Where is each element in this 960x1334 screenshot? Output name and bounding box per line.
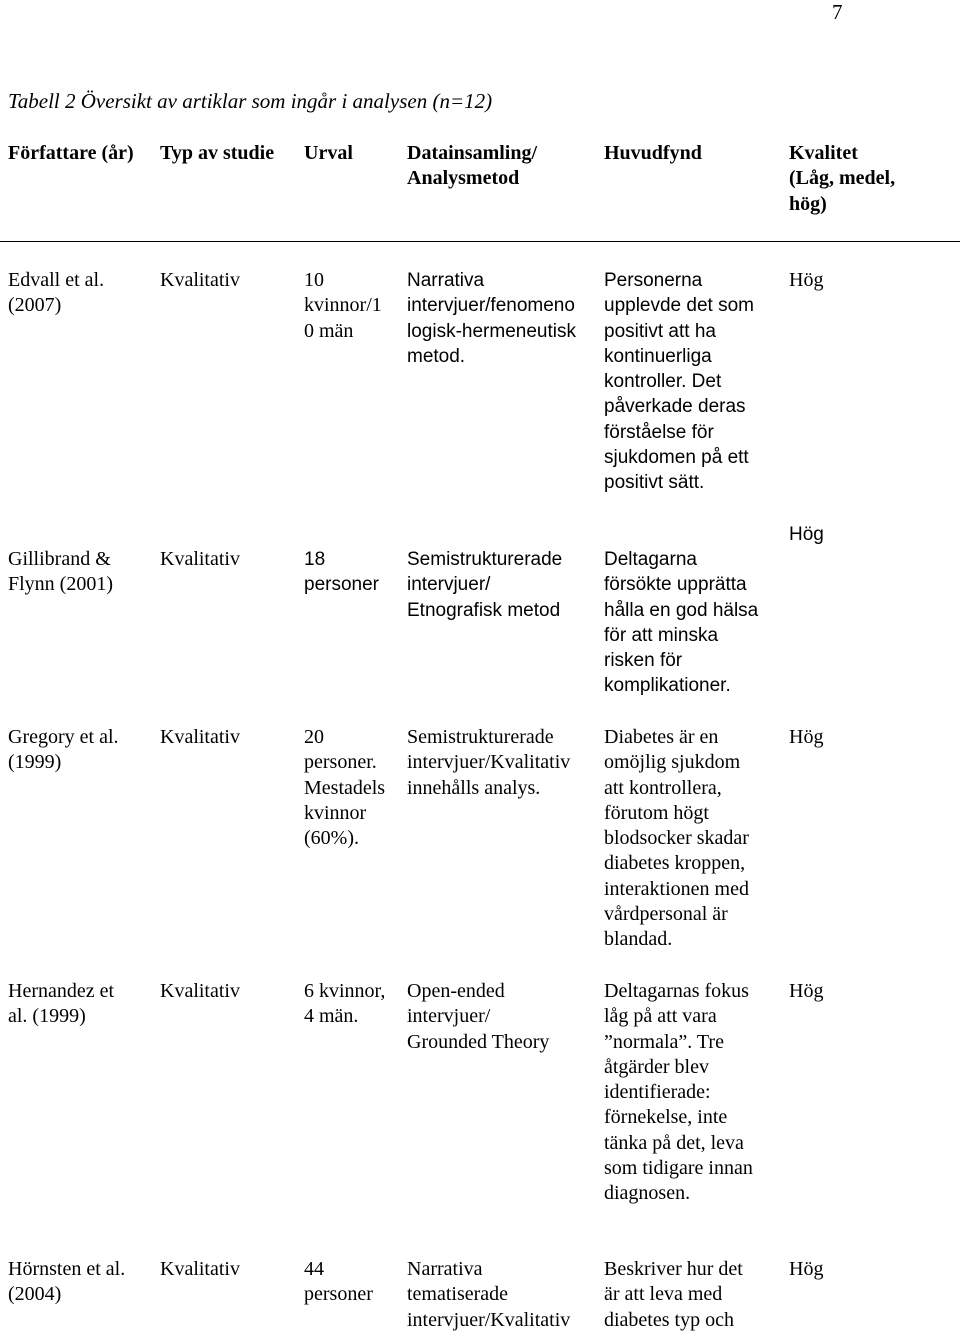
row-1-method: Semistrukturerade intervjuer/ Etnografisk metod: [407, 549, 563, 621]
row-4-type: Kvalitativ: [160, 1258, 240, 1280]
row-3-quality: Hög: [789, 980, 824, 1002]
row-4-quality: Hög: [789, 1258, 824, 1280]
row-3-sample: 6 kvinnor, 4 män.: [304, 980, 386, 1028]
page-number: 7: [832, 0, 843, 24]
row-2-method: Semistrukturerade intervjuer/Kvalitativ innehålls analys.: [407, 726, 571, 799]
table-caption: Tabell 2 Översikt av artiklar som ingår i analysen (n=12): [8, 89, 493, 113]
row-0-author: Edvall et al. (2007): [8, 269, 105, 317]
row-0-type: Kvalitativ: [160, 269, 240, 291]
row-0-sample: 10 kvinnor/1 0 män: [304, 269, 382, 342]
header-rule: [0, 241, 960, 242]
row-3-finding: Deltagarnas fokus låg på att vara ”normala”. Tre åtgärder blev identifierade: förnekelse, inte tänka på det, leva som tidigare innan diagnosen.: [604, 980, 753, 1205]
row-4-finding: Beskriver hur det är att leva med diabetes typ och: [604, 1258, 743, 1331]
header-finding: Huvudfynd: [604, 142, 702, 164]
row-2-sample: 20 personer. Mestadels kvinnor (60%).: [304, 726, 386, 850]
header-author: Författare (år): [8, 142, 134, 164]
row-3-author: Hernandez et al. (1999): [8, 980, 115, 1028]
header-sample: Urval: [304, 142, 353, 164]
row-0-finding: Personerna upplevde det som positivt att ha kontinuerliga kontroller. Det påverkade deras förståelse för sjukdomen på ett positivt sätt.: [604, 270, 754, 494]
header-quality: Kvalitet (Låg, medel, hög): [789, 142, 896, 215]
row-1-sample: 18 personer: [304, 549, 379, 596]
row-2-type: Kvalitativ: [160, 726, 240, 748]
header-type: Typ av studie: [160, 142, 275, 164]
row-0-method: Narrativa intervjuer/fenomeno logisk-hermeneutisk metod.: [407, 270, 576, 367]
row-2-author: Gregory et al. (1999): [8, 726, 119, 774]
row-1-finding: Deltagarna försökte upprätta hålla en god hälsa för att minska risken för komplikationer.: [604, 549, 759, 697]
row-3-method: Open-ended intervjuer/ Grounded Theory: [407, 980, 550, 1053]
row-3-type: Kvalitativ: [160, 980, 240, 1002]
row-4-sample: 44 personer: [304, 1258, 373, 1306]
row-2-quality: Hög: [789, 726, 824, 748]
row-0-quality: Hög: [789, 269, 824, 291]
header-method: Datainsamling/ Analysmetod: [407, 142, 538, 190]
row-2-finding: Diabetes är en omöjlig sjukdom att kontrollera, förutom högt blodsocker skadar diabetes kroppen, interaktionen med vårdpersonal är blandad.: [604, 726, 749, 951]
row-1-author: Gillibrand & Flynn (2001): [8, 548, 113, 596]
row-4-method: Narrativa tematiserade intervjuer/Kvalitativ: [407, 1258, 571, 1331]
row-1-quality: Hög: [789, 524, 824, 545]
row-4-author: Hörnsten et al. (2004): [8, 1258, 126, 1306]
row-1-type: Kvalitativ: [160, 548, 240, 570]
